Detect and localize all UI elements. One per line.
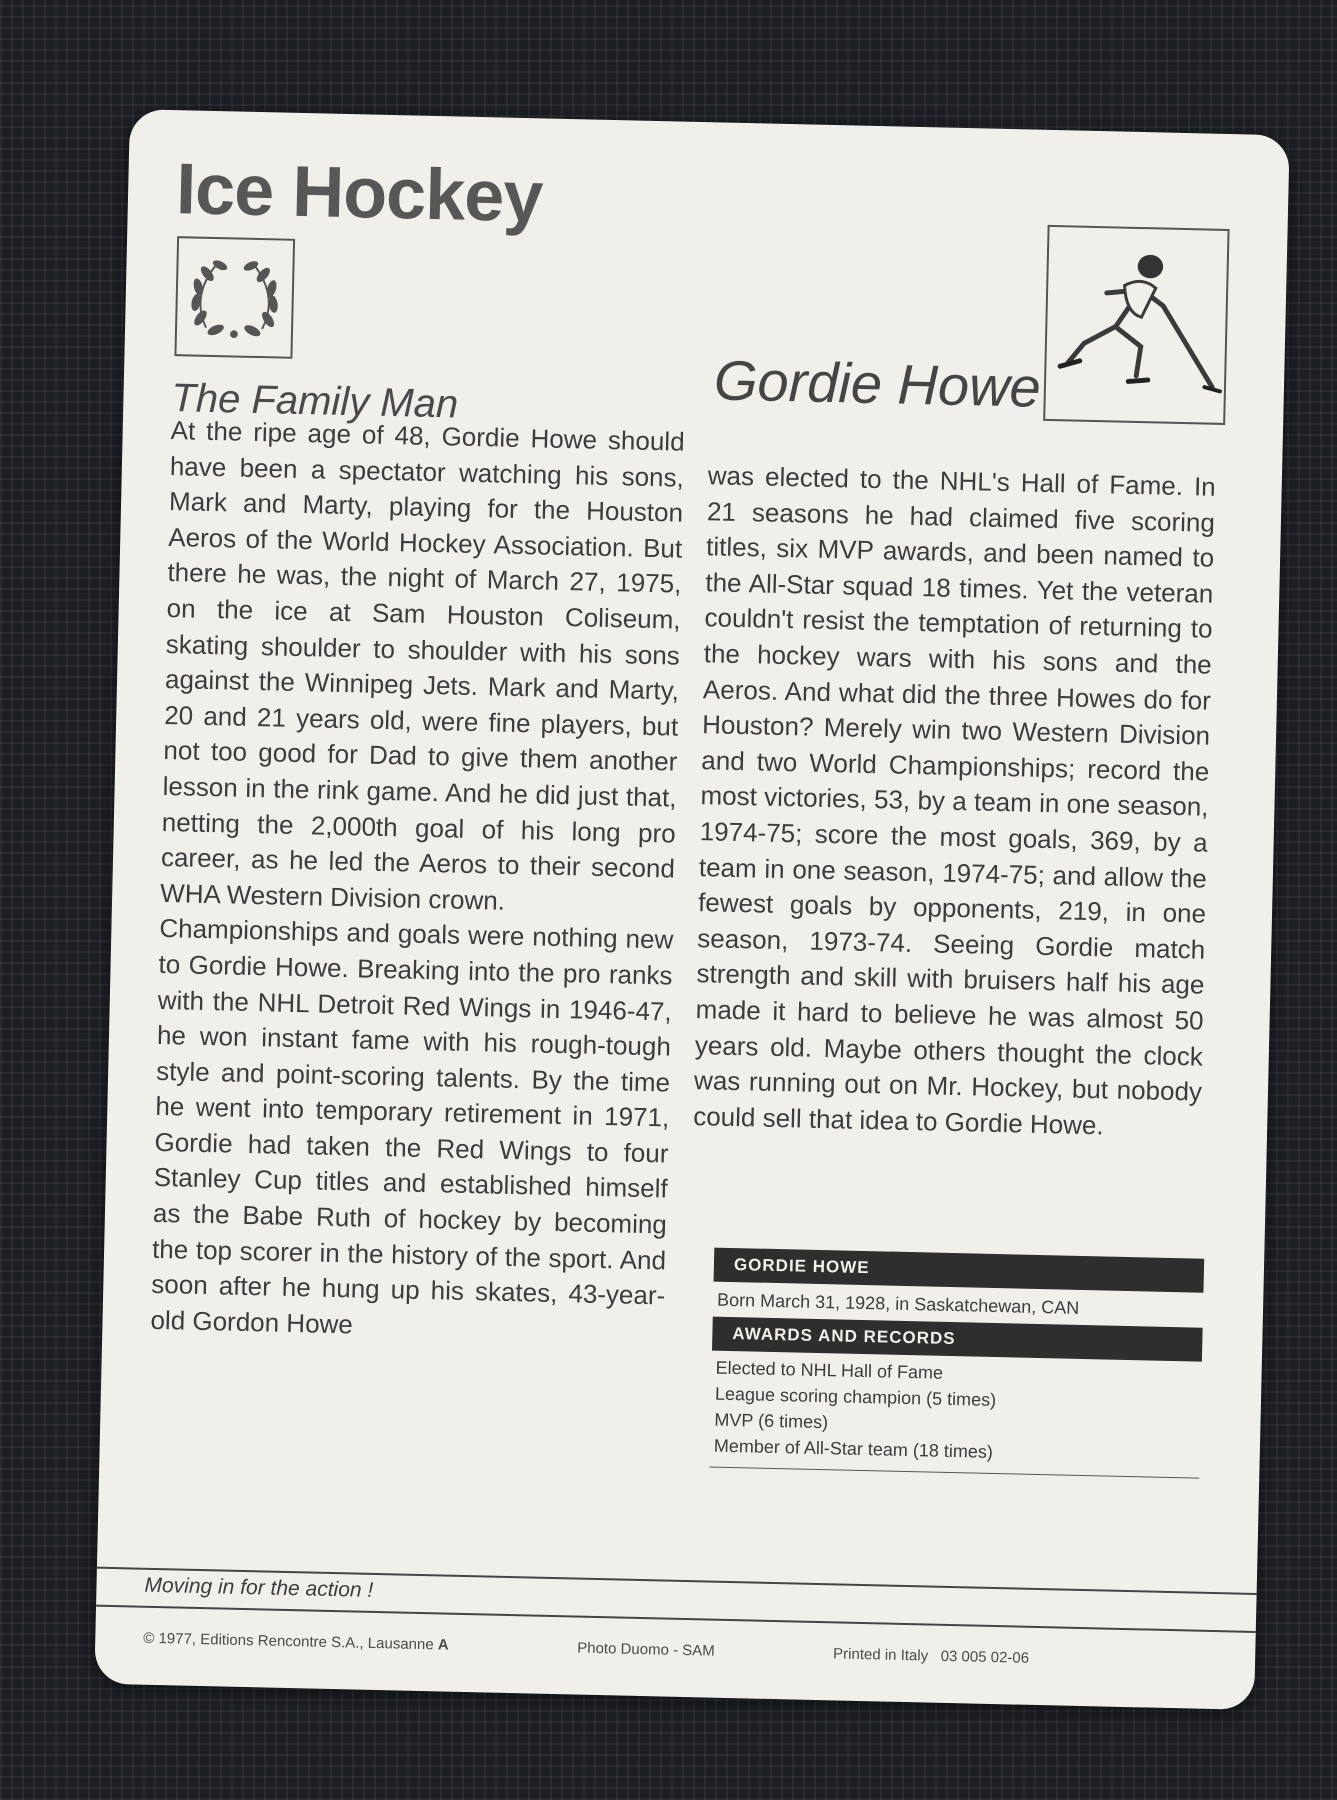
hockey-player-icon — [1043, 225, 1229, 425]
print-info: Printed in Italy 03 005 02-06 — [832, 1645, 1030, 1667]
body-paragraph: Championships and goals were nothing new to Gordie Howe. Breaking into the pro ranks with the NHL Detroit Red Wings in 1946-47, he won instant fame with his rough-tough style and point-scoring talents. By the time he went into temporary retirement in 1971, Gordie had taken the Red Wings to four Stanley Cup titles and established himself as the Babe Ruth of hockey by becoming the top scorer in the history of the sport. And soon after he hung up his skates, 43-year-old Gordon Howe — [150, 913, 674, 1340]
awards-list — [709, 1351, 1201, 1476]
birth-info: Born March 31, 1928, in Saskatchewan, CAN — [716, 1289, 1080, 1318]
photo-caption: Moving in for the action ! — [144, 1573, 374, 1602]
award-item: Elected to NHL Hall of Fame — [715, 1357, 944, 1383]
player-info-panel — [709, 1248, 1204, 1479]
awards-header: AWARDS AND RECORDS — [712, 1317, 1203, 1362]
divider — [96, 1605, 1256, 1633]
copyright-text: © 1977, Editions Rencontre S.A., Lausanne — [143, 1629, 434, 1654]
sport-title: Ice Hockey — [175, 149, 544, 238]
award-item: Member of All-Star team (18 times) — [713, 1435, 994, 1462]
award-item: League scoring champion (5 times) — [714, 1383, 997, 1411]
sports-card — [94, 109, 1289, 1710]
series-letter: A — [437, 1636, 449, 1654]
body-right-column — [693, 458, 1216, 1146]
photo-credit: Photo Duomo - SAM — [577, 1639, 715, 1660]
award-item: MVP (6 times) — [714, 1409, 829, 1433]
body-left-column — [150, 413, 685, 1350]
copyright-notice — [143, 1630, 449, 1654]
body-paragraph: At the ripe age of 48, Gordie Howe should have been a spectator watching his sons, Mark and Marty, playing for the Houston Aeros of the World Hockey Association. But there he was, the night of March 27, 1975, on the ice at Sam Houston Coliseum, skating shoulder to shoulder with his sons against the Winnipeg Jets. Mark and Marty, 20 and 21 years old, were fine players, but not too good for Dad to give them another lesson in the rink game. And he did just that, netting the 2,000th goal of his long pro career, as he led the Aeros to their second WHA Western Division crown. — [159, 415, 685, 916]
player-name: Gordie Howe — [713, 348, 1042, 419]
laurel-wreath-icon — [174, 236, 295, 359]
card-subtitle: The Family Man — [170, 376, 459, 427]
body-paragraph: was elected to the NHL's Hall of Fame. In 21 seasons he had claimed five scoring titles, six MVP awards, and been named to the All-Star squad 18 times. Yet the veteran couldn't resist the temptation of returning to the hockey wars with his sons and the Aeros. And what did the three Howes do for Houston? Merely win two Western Division and two World Championships; record the most victories, 53, by a team in one season, 1974-75; score the most goals, 369, by a team in one season, 1974-75; and allow the fewest goals by opponents, 219, in one season, 1973-74. Seeing Gordie match strength and skill with bruisers half his age made it hard to believe he was almost 50 years old. Maybe others thought the clock was running out on Mr. Hockey, but nobody could sell that idea to Gordie Howe. — [692, 460, 1217, 1141]
bio-header: GORDIE HOWE — [714, 1248, 1205, 1293]
